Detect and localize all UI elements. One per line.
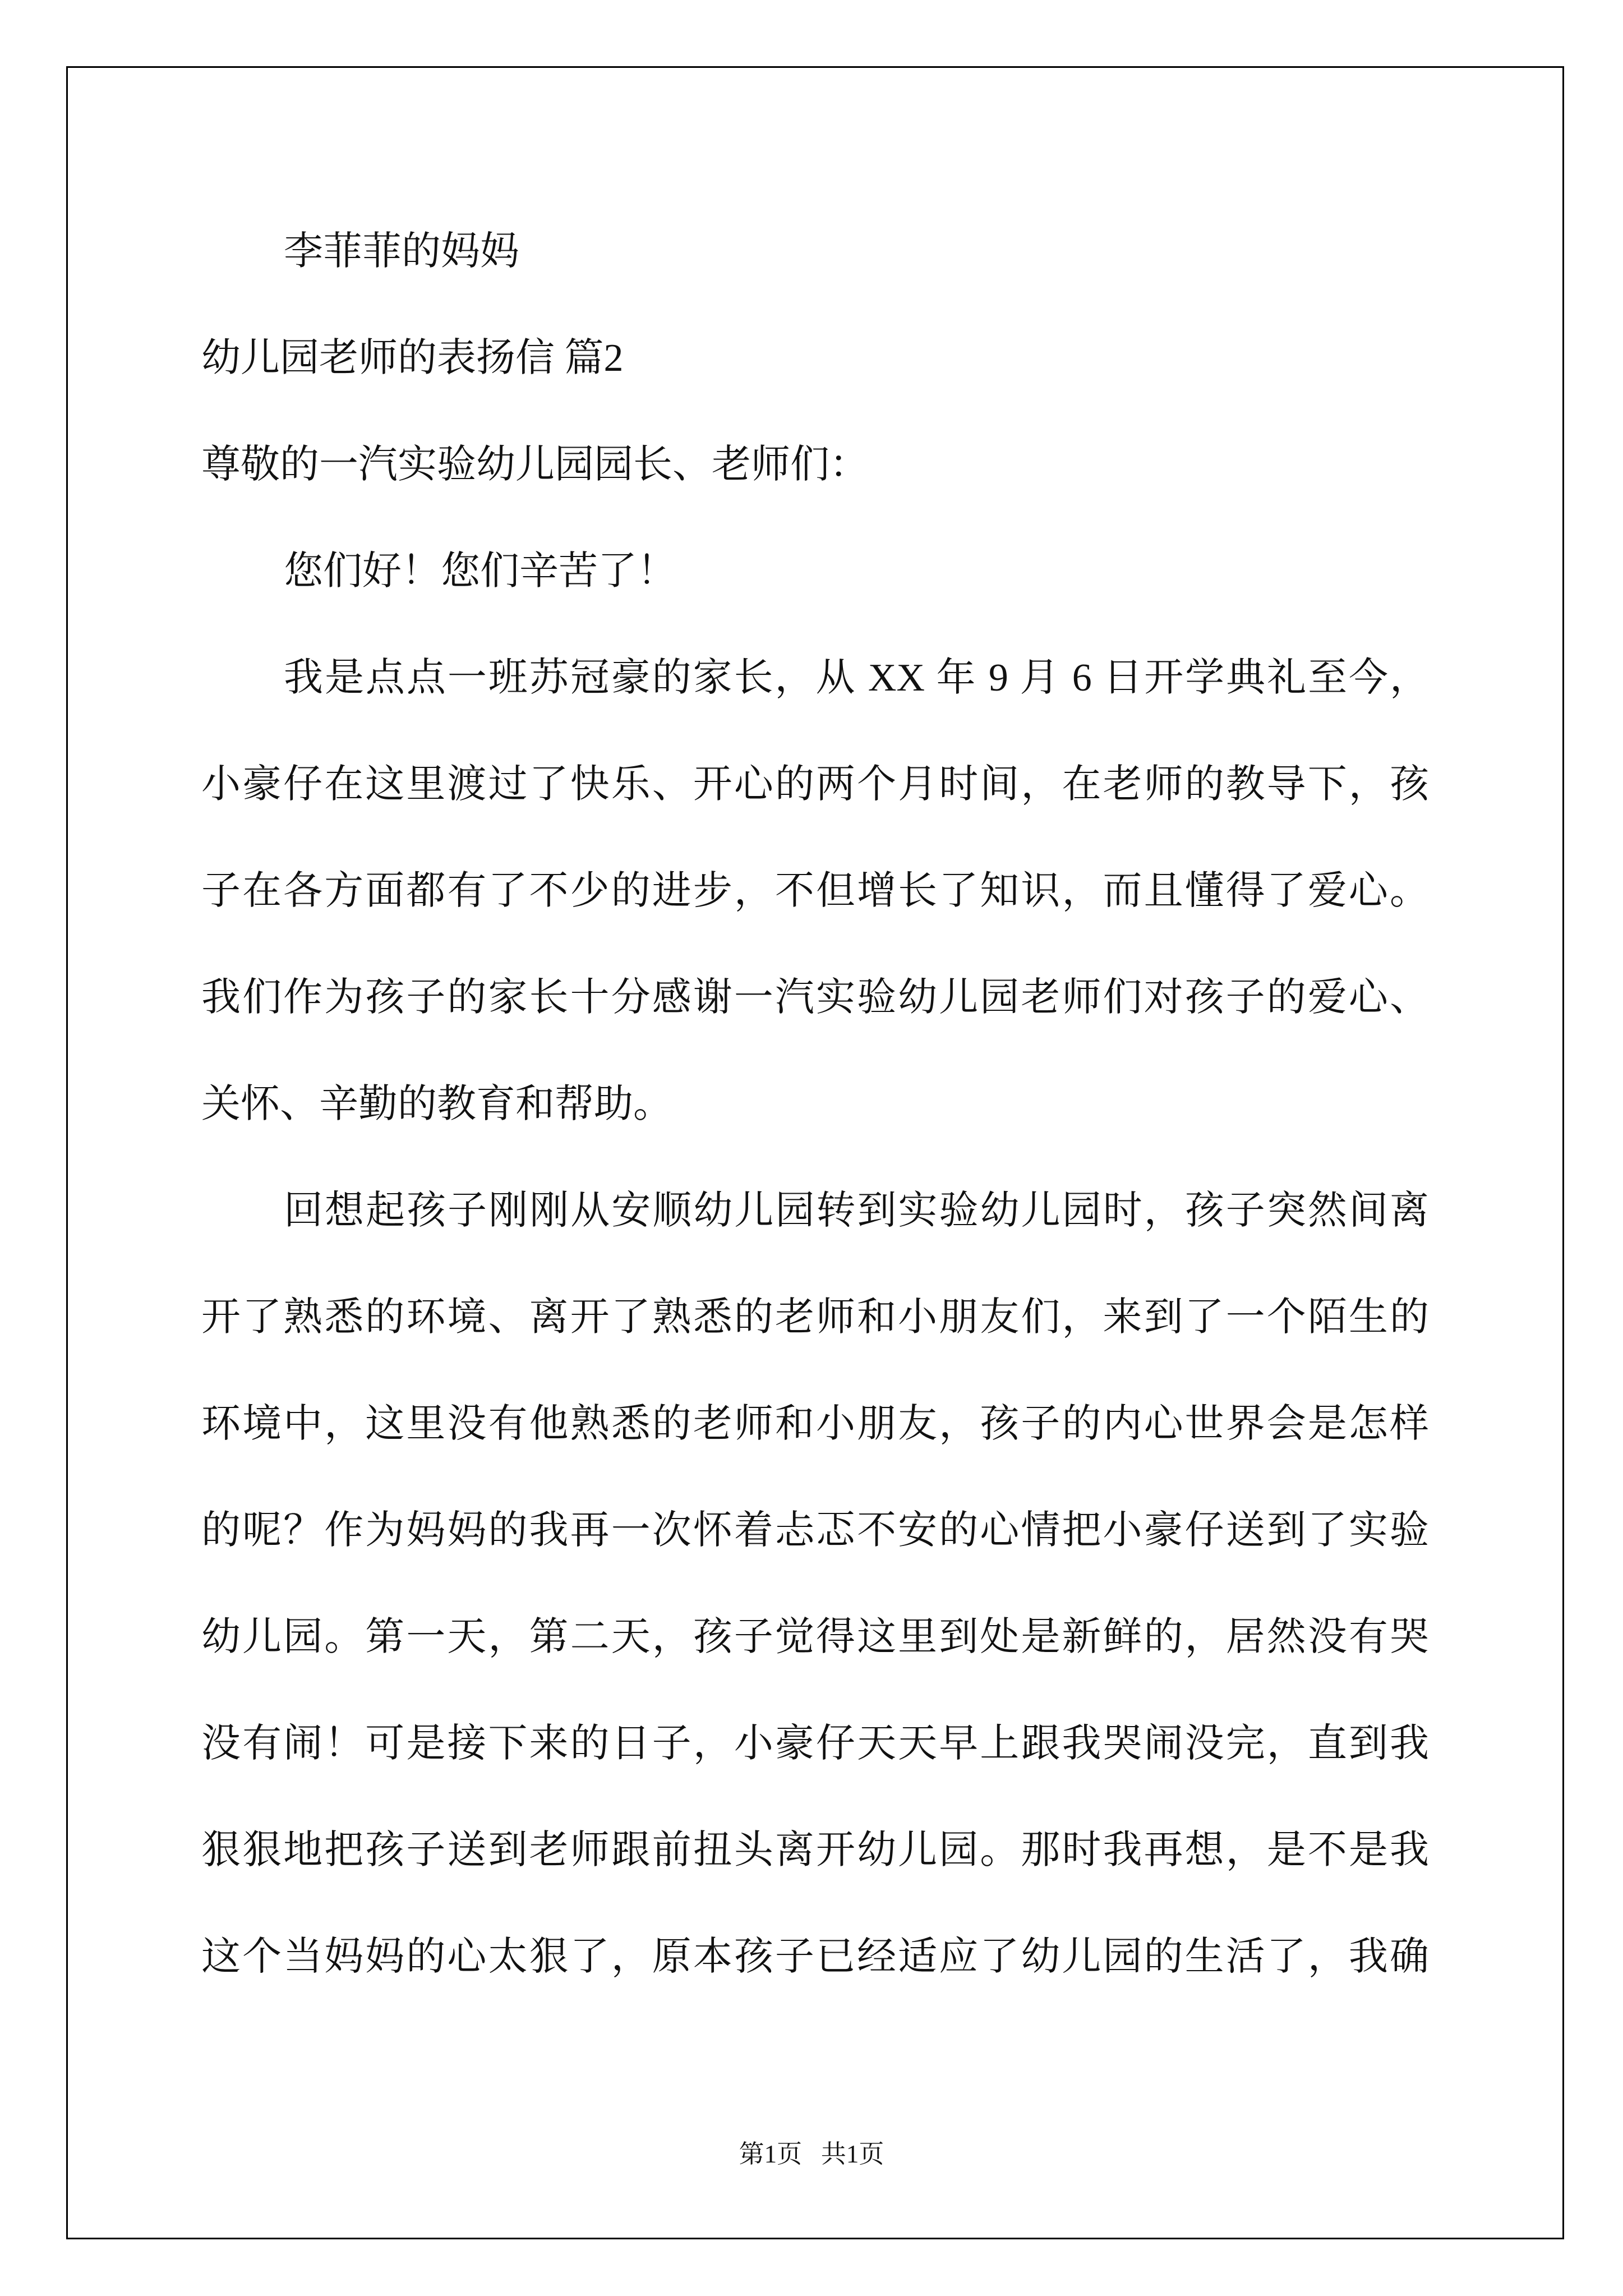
paragraph-line: 我是点点一班苏冠豪的家长，从 XX 年 9 月 6 日开学典礼至今， bbox=[284, 656, 1429, 700]
signature: 李菲菲的妈妈 bbox=[284, 230, 519, 273]
paragraph-line: 小豪仔在这里渡过了快乐、开心的两个月时间，在老师的教导下，孩 bbox=[201, 763, 1429, 806]
paragraph-line: 我们作为孩子的家长十分感谢一汽实验幼儿园老师们对孩子的爱心、 bbox=[201, 976, 1429, 1019]
paragraph-line: 开了熟悉的环境、离开了熟悉的老师和小朋友们，来到了一个陌生的 bbox=[201, 1296, 1429, 1339]
letter-title: 幼儿园老师的表扬信 篇2 bbox=[201, 337, 624, 380]
paragraph-line: 回想起孩子刚刚从安顺幼儿园转到实验幼儿园时，孩子突然间离 bbox=[284, 1189, 1429, 1232]
greeting: 您们好！您们辛苦了！ bbox=[284, 550, 676, 593]
paragraph-line: 环境中，这里没有他熟悉的老师和小朋友，孩子的内心世界会是怎样 bbox=[201, 1402, 1429, 1446]
paragraph-line: 关怀、辛勤的教育和帮助。 bbox=[201, 1083, 672, 1126]
paragraph-line: 这个当妈妈的心太狠了，原本孩子已经适应了幼儿园的生活了，我确 bbox=[201, 1935, 1429, 1978]
paragraph-line: 狠狠地把孩子送到老师跟前扭头离开幼儿园。那时我再想，是不是我 bbox=[201, 1829, 1429, 1872]
salutation: 尊敬的一汽实验幼儿园园长、老师们： bbox=[201, 443, 869, 486]
paragraph-line: 子在各方面都有了不少的进步，不但增长了知识，而且懂得了爱心。 bbox=[201, 869, 1429, 913]
page-footer: 第1页 共1页 bbox=[739, 2140, 884, 2168]
paragraph-line: 的呢？作为妈妈的我再一次怀着忐忑不安的心情把小豪仔送到了实验 bbox=[201, 1509, 1429, 1552]
paragraph-line: 幼儿园。第一天，第二天，孩子觉得这里到处是新鲜的，居然没有哭 bbox=[201, 1616, 1429, 1659]
letter-body bbox=[201, 199, 1429, 2010]
paragraph-line: 没有闹！可是接下来的日子，小豪仔天天早上跟我哭闹没完，直到我 bbox=[201, 1722, 1429, 1765]
